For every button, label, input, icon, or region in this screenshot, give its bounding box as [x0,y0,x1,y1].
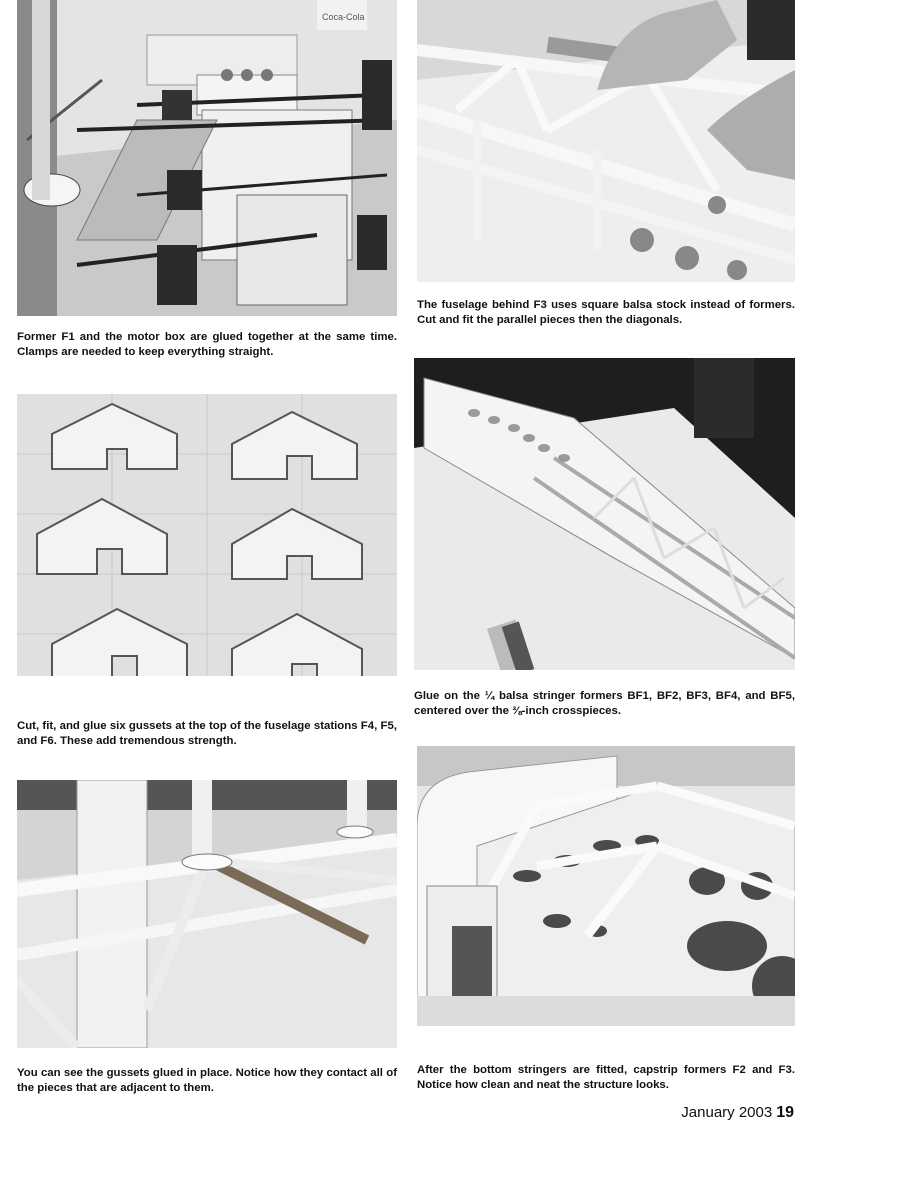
photo-gussets-in-place [17,780,397,1048]
photo-gussets [17,394,397,676]
footer-date: January 2003 [681,1104,773,1121]
photo-stringer-formers [414,358,795,670]
photo-former-motor-box [17,0,397,316]
photo-capstrip-formers [417,746,795,1026]
caption-fuselage-diagonals: The fuselage behind F3 uses square balsa stock instead of formers. Cut and fit the parallel pieces then the diagonals. [417,299,795,326]
caption-capstrip-formers: After the bottom stringers are fitted, capstrip formers F2 and F3. Notice how clean and neat the structure looks. [417,1064,795,1091]
caption-gussets: Cut, fit, and glue six gussets at the top of the fuselage stations F4, F5, and F6. These add tremendous strength. [17,720,397,747]
page-number: 19 [776,1104,794,1121]
caption-former-motor-box: Former F1 and the motor box are glued together at the same time. Clamps are needed to keep everything straight. [17,331,397,358]
photo-fuselage-diagonals [417,0,795,282]
caption-gussets-in-place: You can see the gussets glued in place. Notice how they contact all of the pieces that are adjacent to them. [17,1067,397,1094]
cola-sign-text: Coca-Cola [322,12,365,22]
caption-stringer-formers: Glue on the ¼ balsa stringer formers BF1, BF2, BF3, BF4, and BF5, centered over the ⅜-inch crosspieces. [414,690,795,717]
page-footer [681,1104,794,1122]
